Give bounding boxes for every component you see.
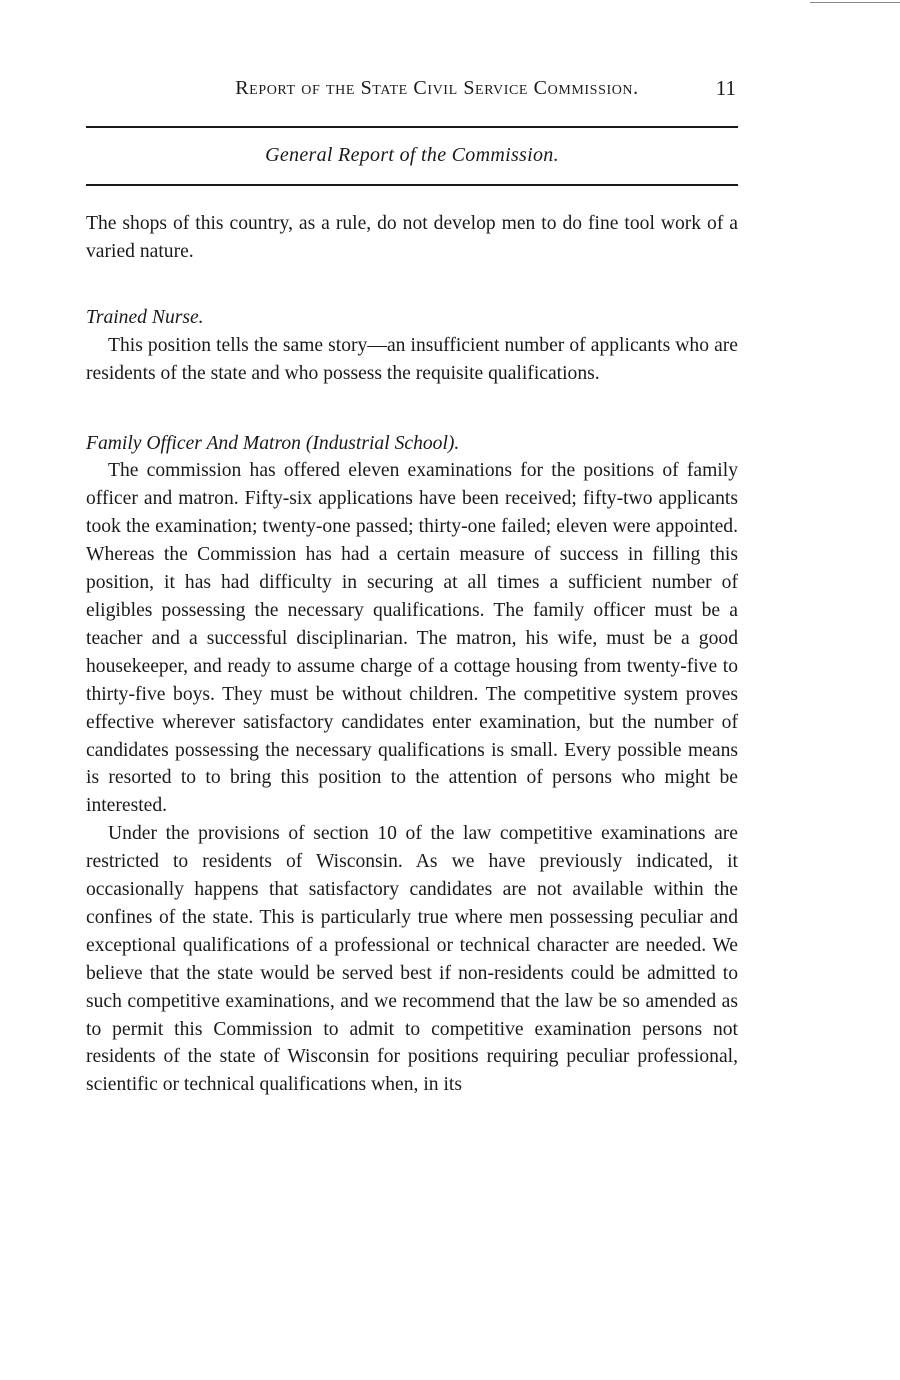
intro-paragraph: The shops of this country, as a rule, do not develop men to do fine tool work of a varied nature. [86, 213, 738, 262]
paragraph: This position tells the same story—an insufficient number of applicants who are residents of the state and who possess the requisite qualifications. [86, 334, 738, 384]
section-trained-nurse [86, 304, 738, 388]
document-page [86, 70, 738, 1099]
section-heading: Family Officer And Matron (Industrial School). [86, 432, 460, 454]
section-family-officer [86, 430, 738, 1100]
running-title: Report of the State Civil Service Commission. [235, 77, 639, 99]
section-heading: Trained Nurse. [86, 306, 204, 328]
running-header [86, 70, 738, 110]
header-rule-bottom [86, 184, 738, 186]
scan-edge-mark [810, 2, 900, 3]
paragraph: The commission has offered eleven examinations for the positions of family officer and matron. Fifty-six applications have been received; fifty-two applicants took the examination; twenty-one passed; thirty-one failed; eleven were appointed. Whereas the Commission has had a certain measure of success in filling this position, it has had difficulty in securing at all times a sufficient number of eligibles possessing the necessary qualifications. The family officer must be a teacher and a successful disciplinarian. The matron, his wife, must be a good housekeeper, and ready to assume charge of a cottage housing from twenty-five to thirty-five boys. They must be without children. The competitive system proves effective wherever satisfactory candidates enter examination, but the number of candidates possessing the necessary qualifications is small. Every possible means is resorted to to bring this position to the attention of persons who might be interested. [86, 460, 738, 817]
section-subtitle: General Report of the Commission. [265, 144, 559, 166]
paragraph: Under the provisions of section 10 of the law competitive examinations are restricted to residents of Wisconsin. As we have previously indicated, it occasionally happens that satisfactory candidates are not available within the confines of the state. This is particularly true where men possessing peculiar and exceptional qualifications of a professional or technical character are needed. We believe that the state would be served best if non-residents could be admitted to such competitive examinations, and we recommend that the law be so amended as to permit this Commission to admit to competitive examination persons not residents of the state of Wisconsin for positions requiring peculiar professional, scientific or technical qualifications when, in its [86, 823, 738, 1096]
page-number: 11 [715, 76, 736, 100]
